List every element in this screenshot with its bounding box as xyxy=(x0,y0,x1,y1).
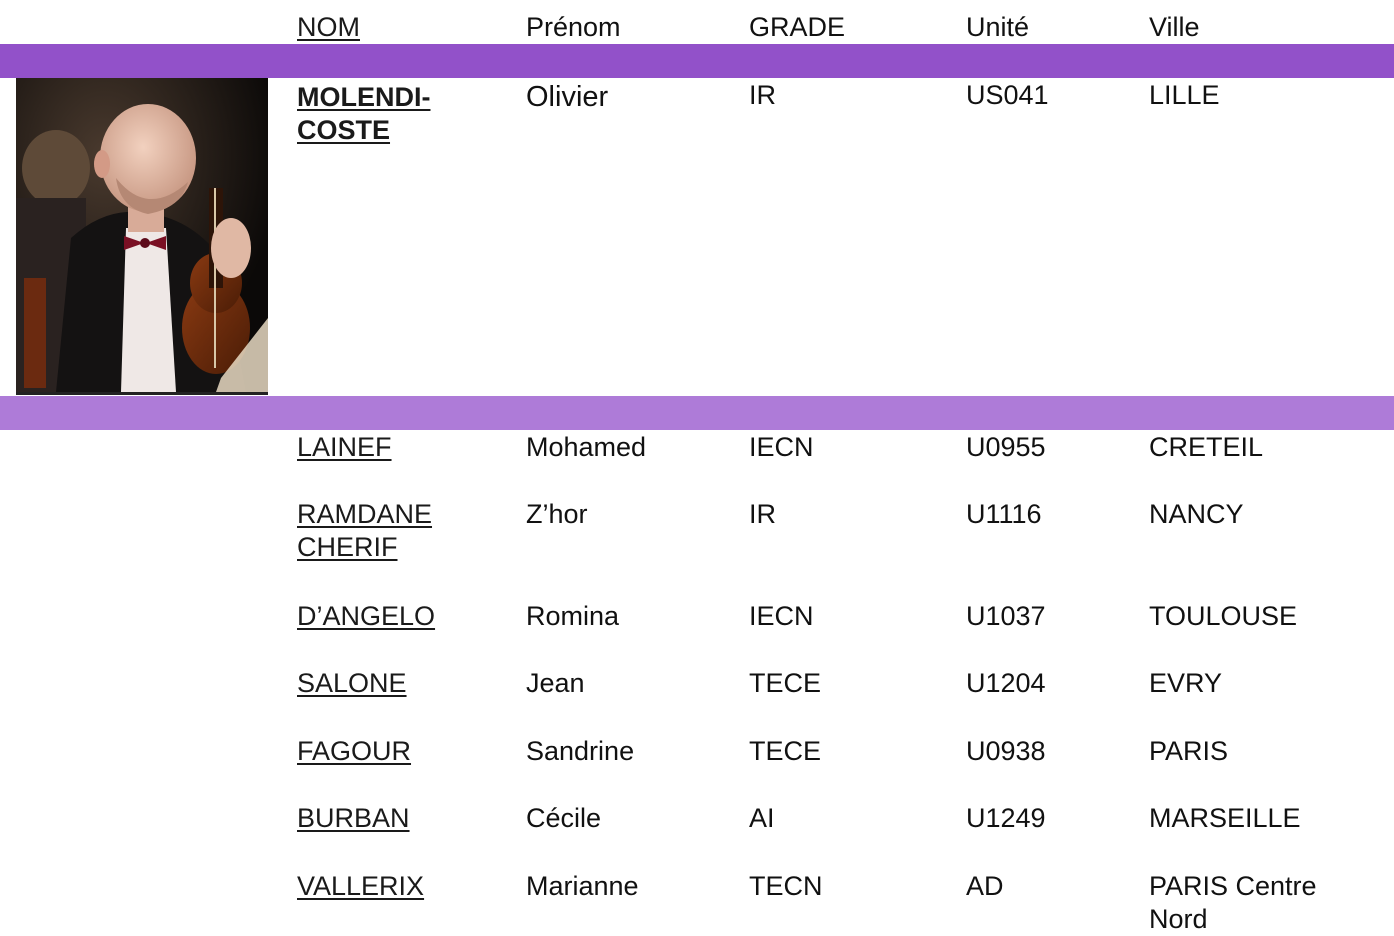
row-prenom: Z’hor xyxy=(526,499,588,529)
row-prenom: Sandrine xyxy=(526,736,635,766)
row-unite: U1249 xyxy=(966,803,1046,833)
row-nom-link[interactable]: D’ANGELO xyxy=(297,601,436,631)
row-prenom: Cécile xyxy=(526,803,602,833)
row-ville: PARIS xyxy=(1149,736,1229,766)
row-ville: TOULOUSE xyxy=(1149,601,1298,631)
row-nom-link[interactable]: LAINEF xyxy=(297,432,392,462)
row-ville: CRETEIL xyxy=(1149,432,1264,462)
row-ville-line1: PARIS Centre xyxy=(1149,871,1317,901)
featured-nom-line2[interactable]: COSTE xyxy=(297,115,391,145)
row-nom-link[interactable]: VALLERIX xyxy=(297,871,425,901)
row-unite: U1116 xyxy=(966,499,1042,529)
row-grade: TECE xyxy=(749,736,822,766)
header-prenom: Prénom xyxy=(526,12,621,42)
featured-prenom: Olivier xyxy=(526,81,609,113)
row-grade: IECN xyxy=(749,601,814,631)
row-grade: IR xyxy=(749,499,776,529)
row-ville-line2: Nord xyxy=(1149,904,1208,934)
header-unite: Unité xyxy=(966,12,1030,42)
row-ville xyxy=(1149,870,1317,936)
section-divider-band xyxy=(0,396,1394,430)
header-ville: Ville xyxy=(1149,12,1200,42)
featured-nom-line1[interactable]: MOLENDI- xyxy=(297,82,431,112)
row-prenom: Marianne xyxy=(526,871,639,901)
row-grade: TECN xyxy=(749,871,823,901)
featured-nom-link[interactable] xyxy=(297,81,430,147)
row-nom-line1[interactable]: RAMDANE xyxy=(297,499,433,529)
row-ville: EVRY xyxy=(1149,668,1223,698)
row-prenom: Mohamed xyxy=(526,432,647,462)
row-unite: AD xyxy=(966,871,1004,901)
row-grade: TECE xyxy=(749,668,822,698)
row-nom-link[interactable] xyxy=(297,498,432,564)
featured-grade: IR xyxy=(749,80,776,110)
featured-unite: US041 xyxy=(966,80,1049,110)
row-grade: IECN xyxy=(749,432,814,462)
header-grade: GRADE xyxy=(749,12,846,42)
row-nom-link[interactable]: SALONE xyxy=(297,668,407,698)
row-nom-link[interactable]: BURBAN xyxy=(297,803,410,833)
row-nom-link[interactable]: FAGOUR xyxy=(297,736,412,766)
row-prenom: Jean xyxy=(526,668,585,698)
row-unite: U1204 xyxy=(966,668,1046,698)
row-unite: U0955 xyxy=(966,432,1046,462)
row-unite: U1037 xyxy=(966,601,1046,631)
row-ville: MARSEILLE xyxy=(1149,803,1301,833)
row-prenom: Romina xyxy=(526,601,620,631)
row-ville: NANCY xyxy=(1149,499,1244,529)
violinist-photo-icon xyxy=(16,78,268,395)
header-divider-band xyxy=(0,44,1394,78)
row-nom-line2[interactable]: CHERIF xyxy=(297,532,398,562)
row-unite: U0938 xyxy=(966,736,1046,766)
featured-ville: LILLE xyxy=(1149,80,1220,110)
row-grade: AI xyxy=(749,803,775,833)
header-nom-link[interactable]: NOM xyxy=(297,12,360,42)
